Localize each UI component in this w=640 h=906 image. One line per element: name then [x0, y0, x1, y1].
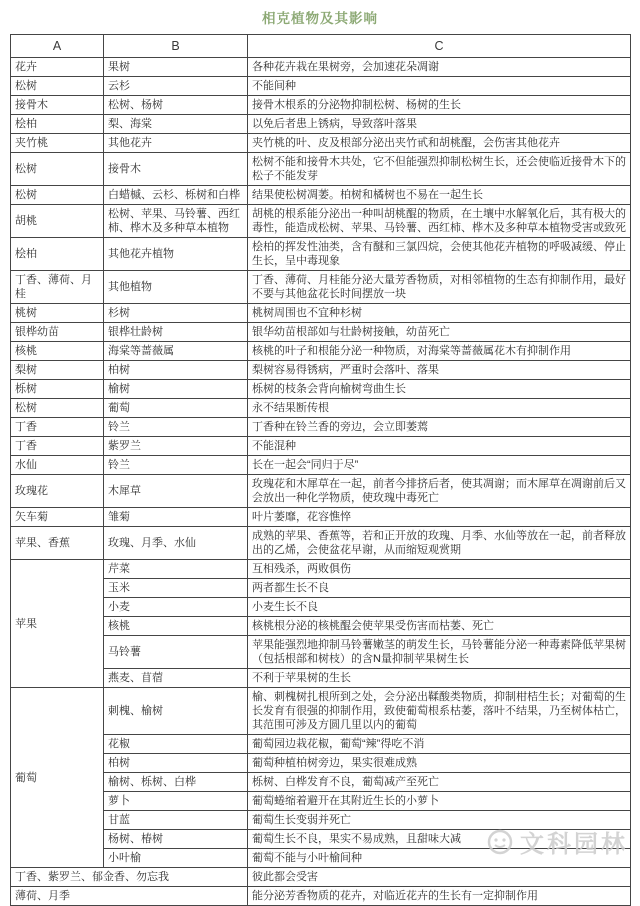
- table-cell: 甘蓝: [104, 811, 248, 830]
- table-row: [11, 115, 631, 134]
- table-cell: 云杉: [104, 77, 248, 96]
- table-cell: 小麦生长不良: [248, 598, 631, 617]
- table-cell: 葡萄生长变弱并死亡: [248, 811, 631, 830]
- table-cell: 榆树、栎树、白桦: [104, 773, 248, 792]
- table-cell: 核桃: [104, 617, 248, 636]
- table-cell: 其他花卉植物: [104, 238, 248, 271]
- table-cell: 柏树: [104, 361, 248, 380]
- table-cell: 梨树容易得锈病，严重时会落叶、落果: [248, 361, 631, 380]
- table-cell: 各种花卉栽在果树旁，会加速花朵凋谢: [248, 58, 631, 77]
- table-cell: 苹果、香蕉: [11, 527, 104, 560]
- table-cell: 芹菜: [104, 560, 248, 579]
- page-title: 相克植物及其影响: [262, 11, 378, 26]
- table-row: [11, 323, 631, 342]
- table-cell: 栎树的枝条会背向榆树弯曲生长: [248, 380, 631, 399]
- table-cell: 小麦: [104, 598, 248, 617]
- table-cell: 梨树: [11, 361, 104, 380]
- table-cell: 杉树: [104, 304, 248, 323]
- table-cell: 松树、杨树: [104, 96, 248, 115]
- table-cell: 接骨木: [11, 96, 104, 115]
- table-cell: 花椒: [104, 735, 248, 754]
- table-row: [11, 342, 631, 361]
- table-cell: 榆、刺槐树扎根所到之处，会分泌出鞣酸类物质，抑制柑桔生长；对葡萄的生长发育有很强的抑制作用，致使葡萄根系枯萎，落叶不结果，乃至树体枯亡，其范围可涉及方圆几里以内的葡萄: [248, 688, 631, 735]
- table-row: [11, 96, 631, 115]
- table-row: [11, 399, 631, 418]
- table-cell: 玫瑰、月季、水仙: [104, 527, 248, 560]
- table-cell: 小叶榆: [104, 849, 248, 868]
- table-cell: 丁香、紫罗兰、郁金香、勿忘我: [11, 868, 248, 887]
- table-cell: 夹竹桃: [11, 134, 104, 153]
- table-cell: 永不结果断传根: [248, 399, 631, 418]
- table-cell: 葡萄种植柏树旁边，果实很难成熟: [248, 754, 631, 773]
- table-cell: 丁香、薄荷、月桂: [11, 271, 104, 304]
- table-cell: 银桦壮龄树: [104, 323, 248, 342]
- table-row: [11, 560, 631, 579]
- table-cell: 玫瑰花和木犀草在一起，前者今排挤后者，使其凋谢；而木犀草在凋谢前后又会放出一种化学物质，使玫瑰中毒死亡: [248, 475, 631, 508]
- table-cell: 杨树、椿树: [104, 830, 248, 849]
- table-cell: 丁香: [11, 418, 104, 437]
- table-row: [11, 735, 631, 754]
- table-cell: 银桦幼苗: [11, 323, 104, 342]
- table-row: [11, 636, 631, 669]
- table-row: [11, 77, 631, 96]
- table-cell: 薄荷、月季: [11, 887, 248, 906]
- table-row: [11, 792, 631, 811]
- table-cell: 其他植物: [104, 271, 248, 304]
- table-row: [11, 849, 631, 868]
- table-cell: 萝卜: [104, 792, 248, 811]
- table-cell: 葡萄: [104, 399, 248, 418]
- table-cell: 苹果: [11, 560, 104, 688]
- table-cell: 玫瑰花: [11, 475, 104, 508]
- table-cell: 栎树、白桦发育不良，葡萄减产至死亡: [248, 773, 631, 792]
- table-cell: 互相残杀，两败俱伤: [248, 560, 631, 579]
- table-cell: 核桃: [11, 342, 104, 361]
- table-cell: 不能间种: [248, 77, 631, 96]
- table-cell: 核桃根分泌的核桃醌会使苹果受伤害而枯萎、死亡: [248, 617, 631, 636]
- watermark-text: 文科园林: [520, 831, 628, 858]
- table-cell: 桃树: [11, 304, 104, 323]
- table-row: [11, 186, 631, 205]
- table-row: [11, 475, 631, 508]
- table-cell: 桧柏: [11, 238, 104, 271]
- table-cell: 松树不能和接骨木共处，它不但能强烈抑制松树生长，还会使临近接骨木下的松子不能发芽: [248, 153, 631, 186]
- table-cell: 能分泌芳香物质的花卉，对临近花卉的生长有一定抑制作用: [248, 887, 631, 906]
- table-row: [11, 205, 631, 238]
- table-cell: 葡萄园边栽花椒，葡萄“辣”得吃不消: [248, 735, 631, 754]
- table-row: [11, 153, 631, 186]
- table-cell: 核桃的叶子和根能分泌一种物质，对海棠等蔷薇属花木有抑制作用: [248, 342, 631, 361]
- table-cell: 栎树: [11, 380, 104, 399]
- table-row: [11, 418, 631, 437]
- table-cell: 夹竹桃的叶、皮及根部分泌出夹竹甙和胡桃醌，会伤害其他花卉: [248, 134, 631, 153]
- table-cell: 葡萄生长不良，果实不易成熟，且甜味大减: [248, 830, 631, 849]
- table-cell: 海棠等蔷薇属: [104, 342, 248, 361]
- table-cell: 铃兰: [104, 418, 248, 437]
- table-cell: 彼此都会受害: [248, 868, 631, 887]
- table-row: [11, 773, 631, 792]
- table-row: [11, 508, 631, 527]
- table-header-c: C: [248, 35, 631, 58]
- table-cell: 马铃薯: [104, 636, 248, 669]
- table-cell: 紫罗兰: [104, 437, 248, 456]
- table-row: [11, 598, 631, 617]
- table-row: [11, 754, 631, 773]
- table-row: [11, 304, 631, 323]
- table-cell: 葡萄蜷缩着避开在其附近生长的小萝卜: [248, 792, 631, 811]
- table-cell: 成熟的苹果、香蕉等，若和正开放的玫瑰、月季、水仙等放在一起，前者释放出的乙烯，会使盆花早谢，从而缩短观赏期: [248, 527, 631, 560]
- table-cell: 以免后者患上锈病，导致落叶落果: [248, 115, 631, 134]
- table-cell: 燕麦、苜蓿: [104, 669, 248, 688]
- table-cell: 葡萄: [11, 688, 104, 868]
- table-row: [11, 380, 631, 399]
- table-cell: 松树: [11, 77, 104, 96]
- table-cell: 柏树: [104, 754, 248, 773]
- table-cell: 榆树: [104, 380, 248, 399]
- table-row: [11, 271, 631, 304]
- table-cell: 其他花卉: [104, 134, 248, 153]
- table-cell: 松树: [11, 399, 104, 418]
- table-cell: 葡萄不能与小叶榆间种: [248, 849, 631, 868]
- table-cell: 结果使松树凋萎。柏树和橘树也不易在一起生长: [248, 186, 631, 205]
- table-cell: 不利于苹果树的生长: [248, 669, 631, 688]
- table-cell: 白蜡槭、云杉、栎树和白桦: [104, 186, 248, 205]
- table-header-row: [11, 35, 631, 58]
- table-cell: 矢车菊: [11, 508, 104, 527]
- table-row: [11, 456, 631, 475]
- plants-table: [10, 34, 631, 906]
- table-cell: 两者都生长不良: [248, 579, 631, 598]
- table-header-b: B: [104, 35, 248, 58]
- table-cell: 叶片萎靡，花容憔悴: [248, 508, 631, 527]
- table-cell: 刺槐、榆树: [104, 688, 248, 735]
- table-cell: 长在一起会“同归于尽”: [248, 456, 631, 475]
- table-row: [11, 811, 631, 830]
- table-cell: 银华幼苗根部如与壮龄树接触，幼苗死亡: [248, 323, 631, 342]
- table-cell: 苹果能强烈地抑制马铃薯嫩茎的萌发生长，马铃薯能分泌一种毒素降低苹果树（包括根部和树枝）的含N量抑制苹果树生长: [248, 636, 631, 669]
- table-cell: 松树、苹果、马铃薯、西红柿、桦木及多种草本植物: [104, 205, 248, 238]
- table-row: [11, 238, 631, 271]
- table-cell: 丁香种在铃兰香的旁边，会立即萎蔫: [248, 418, 631, 437]
- table-cell: 桧柏的挥发性油类，含有醚和三氯四烷，会使其他花卉植物的呼吸减缓、停止生长，呈中毒现象: [248, 238, 631, 271]
- table-cell: 玉米: [104, 579, 248, 598]
- table-cell: 接骨木: [104, 153, 248, 186]
- table-header-a: A: [11, 35, 104, 58]
- table-cell: 桃树周围也不宜种杉树: [248, 304, 631, 323]
- table-row: [11, 437, 631, 456]
- table-cell: 雏菊: [104, 508, 248, 527]
- table-row: [11, 134, 631, 153]
- table-cell: 胡桃的根系能分泌出一种叫胡桃醌的物质，在土壤中水解氧化后，其有极大的毒性，能造成松树、苹果、马铃薯、西红柿、桦木及多种草本植物受害或致死: [248, 205, 631, 238]
- table-cell: 胡桃: [11, 205, 104, 238]
- table-cell: 木犀草: [104, 475, 248, 508]
- table-cell: 不能混种: [248, 437, 631, 456]
- table-row: [11, 669, 631, 688]
- table-row: [11, 868, 631, 887]
- table-cell: 松树: [11, 153, 104, 186]
- table-cell: 果树: [104, 58, 248, 77]
- table-row: [11, 58, 631, 77]
- table-row: [11, 830, 631, 849]
- table-cell: 松树: [11, 186, 104, 205]
- table-cell: 接骨木根系的分泌物抑制松树、杨树的生长: [248, 96, 631, 115]
- table-cell: 丁香、薄荷、月桂能分泌大量芳香物质，对相邻植物的生态有抑制作用，最好不要与其他盆花长时间摆放一块: [248, 271, 631, 304]
- table-row: [11, 688, 631, 735]
- table-row: [11, 617, 631, 636]
- table-cell: 水仙: [11, 456, 104, 475]
- table-cell: 铃兰: [104, 456, 248, 475]
- table-body: [11, 58, 631, 906]
- table-row: [11, 527, 631, 560]
- table-cell: 梨、海棠: [104, 115, 248, 134]
- table-cell: 桧柏: [11, 115, 104, 134]
- table-cell: 花卉: [11, 58, 104, 77]
- table-cell: 丁香: [11, 437, 104, 456]
- table-row: [11, 887, 631, 906]
- table-row: [11, 361, 631, 380]
- table-row: [11, 579, 631, 598]
